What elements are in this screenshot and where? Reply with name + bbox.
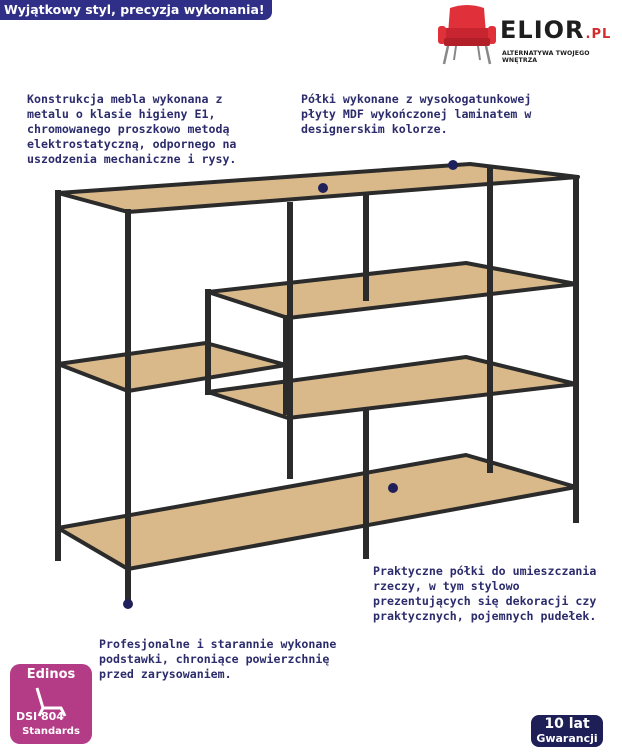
annotation-feet: Profesjonalne i starannie wykonane podstawki, chroniące powierzchnię przed zarysowaniem. <box>99 637 337 681</box>
annotation-shelves-material: Półki wykonane z wysokogatunkowej płyty MDF wykończonej laminatem w designerskim kolorze. <box>301 92 532 136</box>
marker-lower-shelf <box>388 483 398 493</box>
marker-shelf <box>448 160 458 170</box>
upper-right-shelf <box>208 263 576 318</box>
edinos-standards: Standards <box>22 726 80 737</box>
bottom-shelf <box>58 455 576 569</box>
edinos-badge <box>10 664 92 744</box>
logo-brand: ELIOR <box>500 16 585 44</box>
logo-suffix: .PL <box>585 27 612 42</box>
warranty-label: Gwarancji <box>536 732 598 745</box>
edinos-title: Edinos <box>26 667 76 682</box>
warranty-badge <box>531 715 603 747</box>
edinos-code: DSI 804 <box>16 710 64 723</box>
middle-left-shelf <box>58 343 286 391</box>
marker-foot <box>123 599 133 609</box>
annotation-shelves-use: Praktyczne półki do umieszczania rzeczy, w tym stylowo prezentujących się dekoracji czy praktycznych, pojemnych pudełek. <box>373 564 597 623</box>
annotation-frame: Konstrukcja mebla wykonana z metalu o klasie higieny E1, chromowanego proszkowo metodą elektrostatyczną, odpornego na uszodzenia mechaniczne i rysy. <box>27 92 237 166</box>
marker-frame <box>318 183 328 193</box>
logo-tagline: ALTERNATYWA TWOJEGO WNĘTRZA <box>502 50 590 64</box>
warranty-years: 10 lat <box>544 716 590 732</box>
slogan-text: Wyjątkowy styl, precyzja wykonania! <box>4 2 265 17</box>
